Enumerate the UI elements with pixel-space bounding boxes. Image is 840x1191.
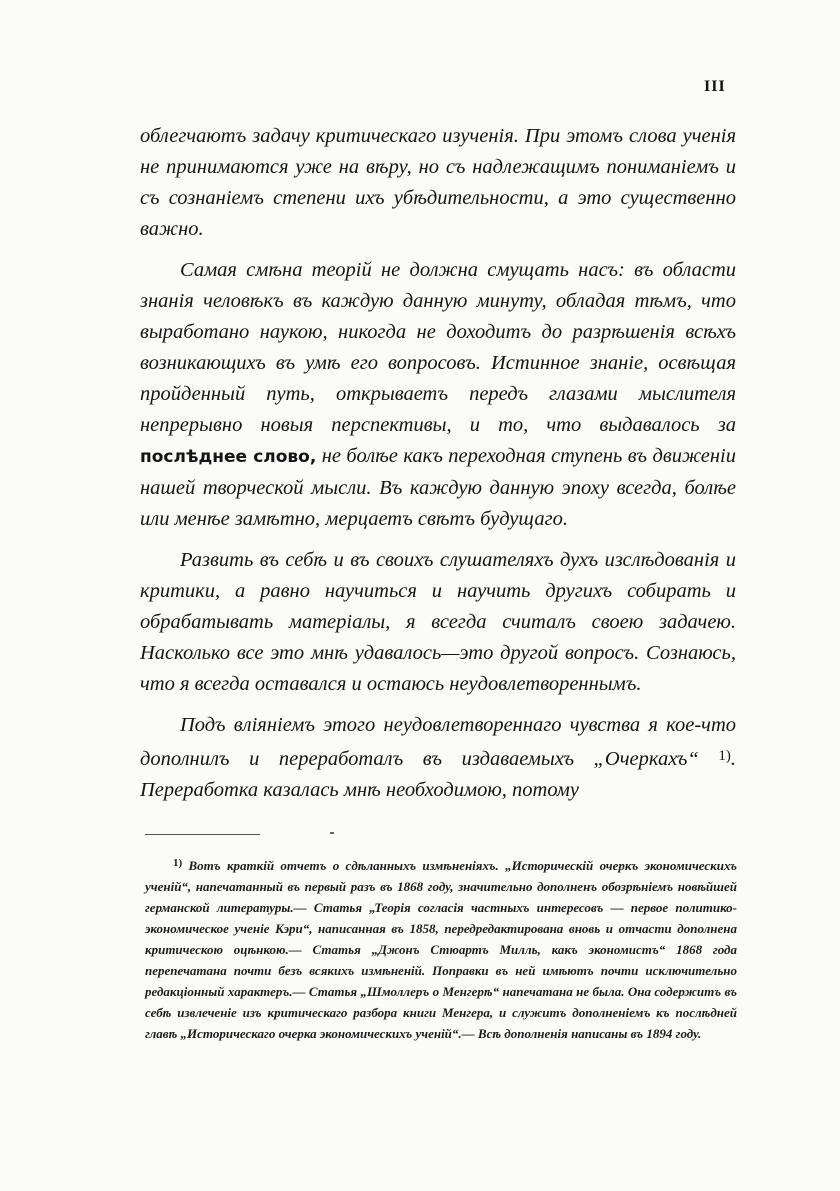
paragraph-2	[140, 255, 736, 535]
emphasized-phrase: послѣднее слово,	[140, 447, 317, 467]
paragraph-4	[140, 710, 736, 806]
paragraph-2-part-2: не болѣе какъ переходная ступень въ движеніи нашей творческой мысли. Въ каждую данную эпоху всегда, болѣе или менѣе замѣтно, мерцаетъ свѣтъ будущаго.	[140, 445, 736, 530]
paragraph-2-part-1: Самая смѣна теорій не должна смущать насъ: въ области знанія человѣкъ въ каждую данную минуту, обладая тѣмъ, что выработано наукою, никогда не доходитъ до разрѣшенія всѣхъ возникающихъ въ умѣ его вопросовъ. Истинное знаніе, освѣщая пройденный путь, открываетъ передъ глазами мыслителя непрерывно новыя перспективы, и то, что выдавалось за	[140, 259, 736, 436]
page-number: III	[704, 78, 726, 95]
paragraph-4-part-2: . Переработка казалась мнѣ необходимою, потому	[140, 748, 736, 801]
paragraph-1: облегчаютъ задачу критическаго изученія. При этомъ слова ученія не принимаются уже на вѣру, но съ надлежащимъ пониманіемъ и съ сознаніемъ степени ихъ убѣдительности, а это существенно важно.	[140, 125, 736, 240]
paragraph-4-part-1: Подъ вліяніемъ этого неудовлетвореннаго чувства я кое-что дополнилъ и переработалъ въ издаваемыхъ „Очеркахъ“	[140, 714, 736, 770]
divider-mark	[330, 832, 334, 834]
footnote-divider	[145, 834, 260, 835]
paragraph-3: Развить въ себѣ и въ своихъ слушателяхъ духъ изслѣдованія и критики, а равно научиться и научить другихъ собирать и обрабатывать матеріалы, я всегда считалъ своею задачею. Насколько все это мнѣ удавалось—это другой вопросъ. Сознаюсь, что я всегда оставался и остаюсь неудовлетвореннымъ.	[140, 549, 736, 695]
footnote-text: Вотъ краткій отчетъ о сдѣланныхъ измѣненіяхъ. „Историческій очеркъ экономическихъ ученій“, напечатанный въ первый разъ въ 1868 году, значительно дополненъ обозрѣніемъ новѣйшей германской литературы.— Статья „Теорія согласія частныхъ интересовъ — первое политико-экономическое ученіе Кэри“, написанная въ 1858, передредактирована вновь и отчасти дополнена критическою оцѣнкою.— Статья „Джонъ Стюартъ Милль, какъ экономистъ“ 1868 года перепечатана почти безъ всякихъ измѣненій. Поправки въ ней имѣютъ почти исключительно редакціонный характеръ.— Статья „Шмоллеръ о Менгерѣ“ напечатана не была. Она содержитъ въ себѣ извлеченіе изъ критическаго разбора книги Менгера, и служитъ дополненіемъ къ послѣдней главѣ „Историческаго очерка экономическихъ ученій“.— Всѣ дополненія написаны въ 1894 году.	[145, 858, 737, 1041]
main-text	[140, 121, 736, 816]
footnote	[145, 853, 737, 1044]
footnote-reference: 1)	[718, 748, 731, 764]
footnote-marker: 1)	[173, 857, 183, 869]
